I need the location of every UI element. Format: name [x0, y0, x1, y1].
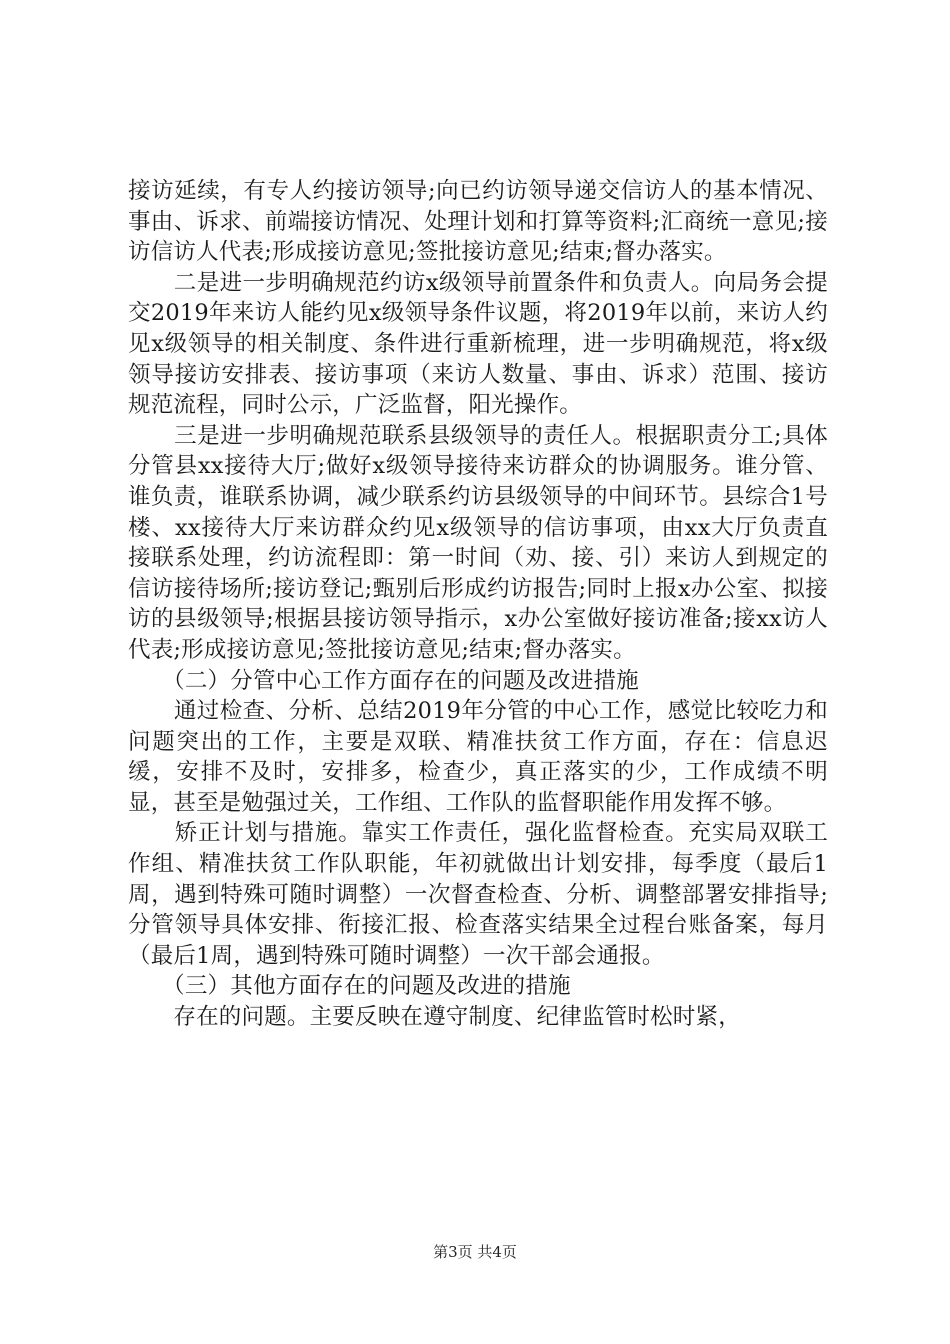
paragraph-2: 二是进一步明确规范约访x级领导前置条件和负责人。向局务会提交2019年来访人能约见x级领导条件议题，将2019年以前，来访人约见x级领导的相关制度、条件进行重新梳理，进一步明确规范，将x级领导接访安排表、接访事项（来访人数量、事由、诉求）范围、接访规范流程，同时公示，广泛监督，阳光操作。 — [128, 269, 828, 419]
paragraph-5: 矫正计划与措施。靠实工作责任，强化监督检查。充实局双联工作组、精准扶贫工作队职能，年初就做出计划安排，每季度（最后1周，遇到特殊可随时调整）一次督查检查、分析、调整部署安排指导;分管领导具体安排、衔接汇报、检查落实结果全过程台账备案，每月（最后1周，遇到特殊可随时调整）一次干部会通报。 — [128, 820, 828, 969]
page-number-footer: 第3页 共4页 — [433, 1243, 517, 1261]
paragraph-4: 通过检查、分析、总结2019年分管的中心工作，感觉比较吃力和问题突出的工作，主要是双联、精准扶贫工作方面，存在：信息迟缓，安排不及时，安排多，检查少，真正落实的少，工作成绩不明显，甚至是勉强过关，工作组、工作队的监督职能作用发挥不够。 — [128, 698, 828, 816]
section-heading-2: （二）分管中心工作方面存在的问题及改进措施 — [128, 667, 639, 694]
paragraph-6: 存在的问题。主要反映在遵守制度、纪律监管时松时紧， — [128, 1004, 741, 1031]
paragraph-3: 三是进一步明确规范联系县级领导的责任人。根据职责分工;具体分管县xx接待大厅;做好x级领导接待来访群众的协调服务。谁分管、谁负责，谁联系协调，减少联系约访县级领导的中间环节。县综合1号楼、xx接待大厅来访群众约见x级领导的信访事项，由xx大厅负责直接联系处理，约访流程即：第一时间（劝、接、引）来访人到规定的信访接待场所;接访登记;甄别后形成约访报告;同时上报x办公室、拟接访的县级领导;根据县接访领导指示，x办公室做好接访准备;接xx访人代表;形成接访意见;签批接访意见;结束;督办落实。 — [128, 422, 828, 663]
document-body — [128, 176, 828, 1033]
paragraph-1: 接访延续，有专人约接访领导;向已约访领导递交信访人的基本情况、事由、诉求、前端接访情况、处理计划和打算等资料;汇商统一意见;接访信访人代表;形成接访意见;签批接访意见;结束;督办落实。 — [128, 178, 828, 266]
section-heading-3: （三）其他方面存在的问题及改进的措施 — [128, 973, 571, 1000]
